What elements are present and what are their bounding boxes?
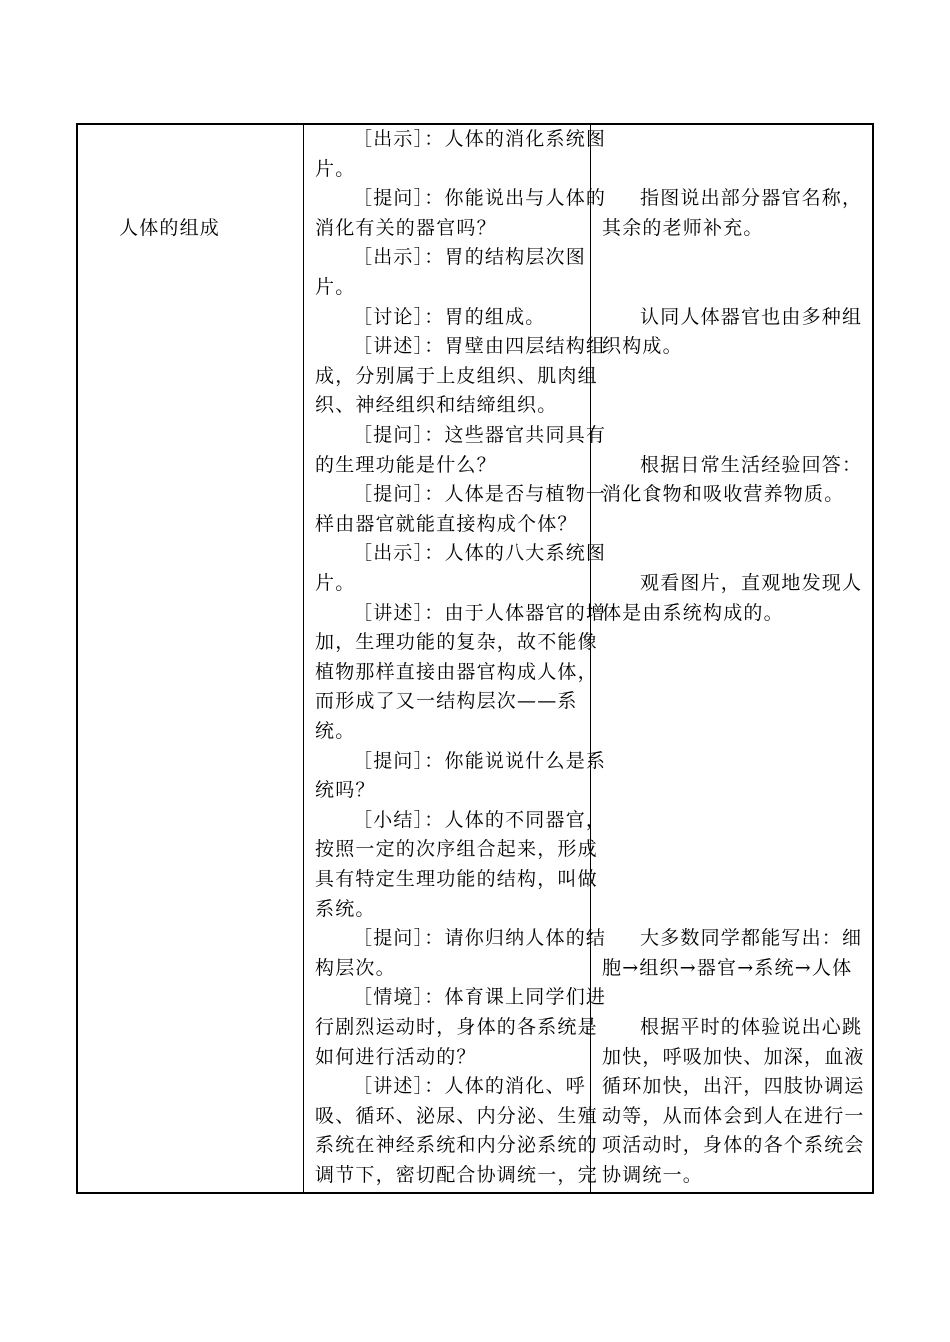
- student-line: 指图说出部分器官名称，: [640, 187, 863, 210]
- teacher-line: ［提问］：你能说说什么是系: [353, 749, 607, 772]
- teacher-line: 植物那样直接由器官构成人体，: [315, 660, 598, 683]
- teacher-line: 按照一定的次序组合起来，形成: [315, 838, 598, 861]
- teacher-line: 构层次。: [315, 956, 396, 979]
- teacher-line: ［讲述］：人体的消化、呼: [353, 1075, 586, 1098]
- teacher-line: 系统。: [315, 897, 376, 920]
- student-line: 循环加快，出汗，四肢协调运: [602, 1075, 865, 1098]
- teacher-line: ［讲述］：胃壁由四层结构组: [353, 335, 607, 358]
- teacher-line: 系统在神经系统和内分泌系统的: [315, 1134, 598, 1157]
- teacher-line: ［情境］：体育课上同学们进: [353, 986, 607, 1009]
- student-line: 认同人体器官也由多种组: [640, 305, 863, 328]
- teacher-line: 具有特定生理功能的结构，叫做: [315, 868, 598, 890]
- teacher-line: 而形成了又一结构层次——系: [315, 690, 578, 713]
- teacher-line: 调节下，密切配合协调统一，完: [315, 1164, 598, 1186]
- teacher-line: 成，分别属于上皮组织、肌肉组: [315, 364, 598, 387]
- student-line: 协调统一。: [602, 1164, 704, 1186]
- teacher-line: ［出示］：人体的消化系统图: [353, 128, 607, 150]
- student-line: 体是由系统构成的。: [602, 601, 784, 624]
- teacher-line: ［讲述］：由于人体器官的增: [353, 601, 607, 624]
- student-line: 观看图片，直观地发现人: [640, 572, 863, 594]
- teacher-line: 样由器官就能直接构成个体？: [315, 512, 578, 535]
- student-line: 织构成。: [602, 335, 683, 358]
- student-line: 项活动时，身体的各个系统会: [602, 1134, 865, 1157]
- student-line: 根据日常生活经验回答：: [640, 453, 863, 476]
- lesson-table: [76, 123, 874, 1194]
- teacher-line: 行剧烈运动时，身体的各系统是: [315, 1016, 598, 1038]
- student-line: 大多数同学都能写出：细: [640, 927, 863, 950]
- teacher-line: ［出示］：胃的结构层次图: [353, 246, 586, 269]
- topic-label: 人体的组成: [119, 217, 221, 239]
- teacher-line: 片。: [315, 276, 356, 298]
- teacher-line: 消化有关的器官吗？: [315, 216, 497, 239]
- teacher-line: ［提问］：你能说出与人体的: [353, 187, 607, 210]
- teacher-line: ［小结］：人体的不同器官，: [353, 808, 607, 831]
- teacher-line: 片。: [315, 157, 356, 180]
- column-divider: [303, 125, 304, 1192]
- student-line: 消化食物和吸收营养物质。: [602, 483, 845, 506]
- student-line: 加快，呼吸加快、加深，血液: [602, 1045, 865, 1068]
- teacher-line: 片。: [315, 572, 356, 594]
- teacher-line: 如何进行活动的？: [315, 1045, 477, 1068]
- teacher-line: 吸、循环、泌尿、内分泌、生殖: [315, 1104, 598, 1127]
- student-line: 其余的老师补充。: [602, 216, 764, 239]
- student-line: 胞→组织→器官→系统→人体: [602, 956, 853, 979]
- teacher-line: ［提问］：这些器官共同具有: [353, 424, 607, 446]
- teacher-line: ［提问］：请你归纳人体的结: [353, 927, 607, 950]
- teacher-line: 的生理功能是什么？: [315, 453, 497, 476]
- teacher-line: ［出示］：人体的八大系统图: [353, 542, 607, 565]
- teacher-line: 加，生理功能的复杂，故不能像: [315, 631, 598, 654]
- teacher-line: ［提问］：人体是否与植物一: [353, 483, 607, 506]
- teacher-line: 统吗？: [315, 779, 376, 802]
- teacher-line: ［讨论］：胃的组成。: [353, 305, 546, 328]
- student-line: 根据平时的体验说出心跳: [640, 1016, 863, 1038]
- student-line: 动等，从而体会到人在进行一: [602, 1104, 865, 1127]
- teacher-line: 织、神经组织和结缔组织。: [315, 394, 558, 417]
- teacher-line: 统。: [315, 720, 356, 742]
